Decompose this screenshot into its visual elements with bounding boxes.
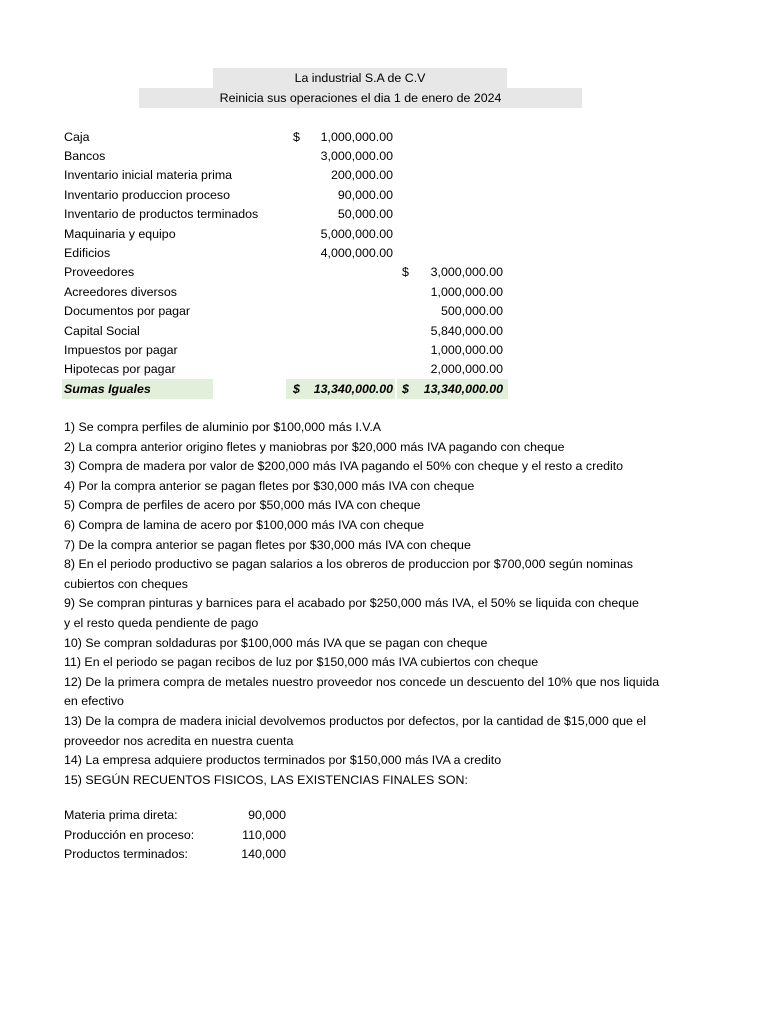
account-name: Inventario inicial materia prima bbox=[64, 168, 233, 183]
transaction-line: 3) Compra de madera por valor de $200,000 más IVA pagando el 50% con cheque y el resto a credito bbox=[64, 459, 624, 474]
balance-row bbox=[0, 244, 768, 263]
account-name: Capital Social bbox=[64, 323, 140, 338]
subtitle: Reinicia sus operaciones el dia 1 de enero de 2024 bbox=[139, 88, 582, 108]
debit-amount: 50,000.00 bbox=[337, 207, 393, 222]
inventory-label: Producción en proceso: bbox=[64, 827, 195, 842]
account-name: Acreedores diversos bbox=[64, 284, 177, 299]
transaction-line: 4) Por la compra anterior se pagan fletes por $30,000 más IVA con cheque bbox=[64, 478, 475, 493]
balance-row bbox=[0, 225, 768, 244]
currency-sign: $ bbox=[293, 129, 300, 144]
transaction-line: cubiertos con cheques bbox=[64, 576, 188, 591]
transaction-line: 7) De la compra anterior se pagan fletes por $30,000 más IVA con cheque bbox=[64, 537, 471, 552]
account-name: Proveedores bbox=[64, 265, 135, 280]
inventory-value: 90,000 bbox=[248, 808, 286, 822]
debit-amount: 13,340,000.00 bbox=[313, 381, 393, 396]
currency-sign: $ bbox=[402, 265, 409, 280]
debit-amount: 4,000,000.00 bbox=[320, 245, 393, 260]
inventory-row bbox=[0, 845, 768, 865]
transaction-line: 12) De la primera compra de metales nuestro proveedor nos concede un descuento del 10% que nos liquida bbox=[64, 674, 660, 689]
account-name: Inventario de productos terminados bbox=[64, 207, 259, 222]
transaction-line: y el resto queda pendiente de pago bbox=[64, 616, 259, 630]
inventory-row bbox=[0, 826, 768, 846]
account-name: Sumas Iguales bbox=[64, 381, 151, 396]
transaction-line: 11) En el periodo se pagan recibos de luz por $150,000 más IVA cubiertos con cheque bbox=[64, 655, 539, 670]
inventory-value: 110,000 bbox=[242, 827, 286, 842]
credit-amount: 3,000,000.00 bbox=[430, 265, 503, 280]
transaction-line: 5) Compra de perfiles de acero por $50,000 más IVA con cheque bbox=[64, 498, 421, 513]
credit-amount: 5,840,000.00 bbox=[430, 323, 503, 338]
transaction-line: 13) De la compra de madera inicial devolvemos productos por defectos, por la cantidad de $15,000 que el bbox=[64, 714, 647, 728]
currency-sign: $ bbox=[293, 381, 300, 396]
balance-row bbox=[0, 322, 768, 341]
company-title: La industrial S.A de C.V bbox=[213, 68, 507, 88]
debit-amount: 90,000.00 bbox=[337, 187, 393, 202]
transaction-line: 10) Se compran soldaduras por $100,000 más IVA que se pagan con cheque bbox=[64, 635, 488, 650]
credit-amount: 2,000,000.00 bbox=[430, 362, 503, 377]
transaction-line: 1) Se compra perfiles de aluminio por $100,000 más I.V.A bbox=[64, 420, 382, 434]
account-name: Bancos bbox=[64, 148, 106, 163]
balance-row bbox=[0, 147, 768, 166]
credit-amount: 1,000,000.00 bbox=[430, 284, 503, 299]
inventory-row bbox=[0, 806, 768, 826]
total-row bbox=[0, 380, 768, 399]
transaction-line: 6) Compra de lamina de acero por $100,000 más IVA con cheque bbox=[64, 518, 425, 532]
transaction-line: proveedor nos acredita en nuestra cuenta bbox=[64, 733, 294, 748]
currency-sign: $ bbox=[402, 381, 409, 396]
balance-row bbox=[0, 263, 768, 282]
balance-row bbox=[0, 166, 768, 185]
inventory-label: Productos terminados: bbox=[64, 847, 188, 862]
transaction-line: 8) En el periodo productivo se pagan salarios a los obreros de produccion por $700,000 según nominas bbox=[64, 557, 633, 572]
debit-amount: 200,000.00 bbox=[330, 168, 393, 183]
transaction-line: 2) La compra anterior origino fletes y maniobras por $20,000 más IVA pagando con cheque bbox=[64, 439, 565, 454]
inventory-value: 140,000 bbox=[241, 847, 286, 862]
credit-amount: 1,000,000.00 bbox=[430, 342, 503, 357]
account-name: Documentos por pagar bbox=[64, 304, 191, 319]
transaction-line: 14) La empresa adquiere productos terminados por $150,000 más IVA a credito bbox=[64, 753, 502, 768]
account-name: Impuestos por pagar bbox=[64, 342, 178, 357]
debit-amount: 3,000,000.00 bbox=[320, 148, 393, 163]
account-name: Hipotecas por pagar bbox=[64, 362, 176, 377]
account-name: Caja bbox=[64, 129, 90, 144]
balance-row bbox=[0, 128, 768, 147]
inventory-label: Materia prima direta: bbox=[64, 808, 178, 822]
balance-row bbox=[0, 205, 768, 224]
credit-amount: 13,340,000.00 bbox=[423, 381, 503, 396]
balance-row bbox=[0, 341, 768, 360]
account-name: Maquinaria y equipo bbox=[64, 226, 176, 241]
transaction-line: 9) Se compran pinturas y barnices para el acabado por $250,000 más IVA, el 50% se liquida con cheque bbox=[64, 596, 639, 611]
transaction-line: en efectivo bbox=[64, 694, 124, 709]
balance-row bbox=[0, 360, 768, 379]
account-name: Edificios bbox=[64, 245, 111, 260]
debit-amount: 5,000,000.00 bbox=[320, 226, 393, 241]
debit-amount: 1,000,000.00 bbox=[320, 129, 393, 144]
balance-row bbox=[0, 283, 768, 302]
balance-row bbox=[0, 302, 768, 321]
balance-row bbox=[0, 186, 768, 205]
credit-amount: 500,000.00 bbox=[440, 304, 503, 319]
transaction-line: 15) SEGÚN RECUENTOS FISICOS, LAS EXISTENCIAS FINALES SON: bbox=[64, 772, 468, 787]
account-name: Inventario produccion proceso bbox=[64, 187, 230, 202]
